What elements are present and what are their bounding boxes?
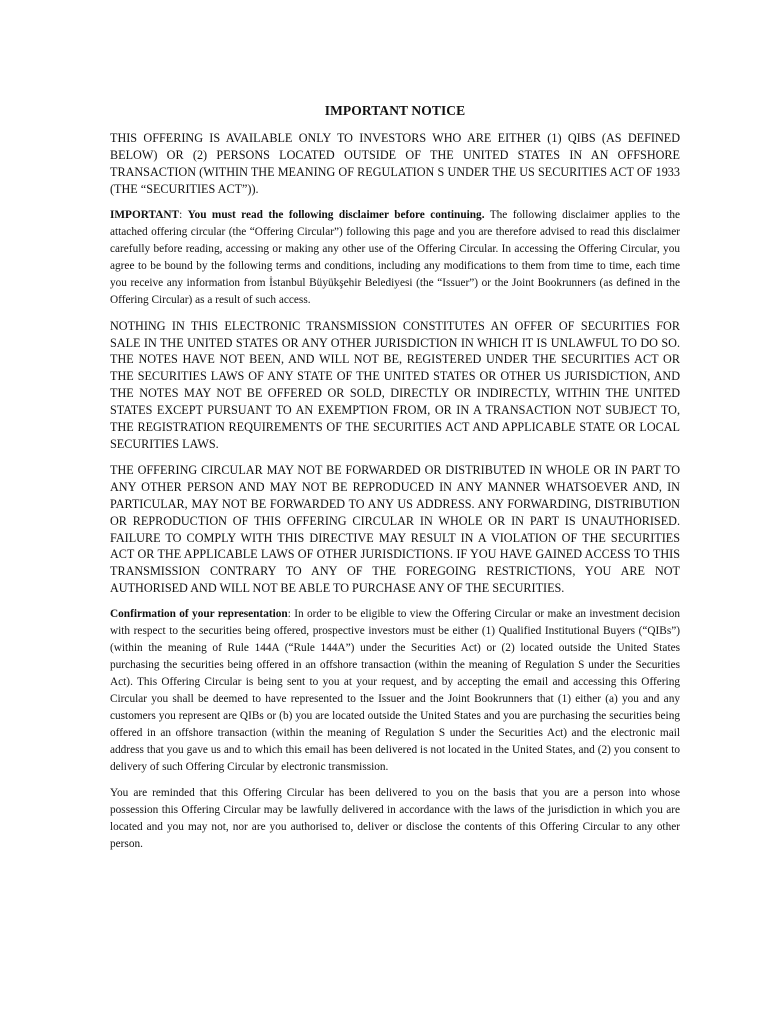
document-page (110, 102, 680, 862)
no-forwarding-paragraph: THE OFFERING CIRCULAR MAY NOT BE FORWARDED OR DISTRIBUTED IN WHOLE OR IN PART TO ANY OTHER PERSON AND MAY NOT BE REPRODUCED IN ANY MANNER WHATSOEVER AND, IN PARTICULAR, MAY NOT BE FORWARDED TO ANY US ADDRESS. ANY FORWARDING, DISTRIBUTION OR REPRODUCTION OF THIS OFFERING CIRCULAR IN WHOLE OR IN PART IS UNAUTHORISED. FAILURE TO COMPLY WITH THIS DIRECTIVE MAY RESULT IN A VIOLATION OF THE SECURITIES ACT OR THE APPLICABLE LAWS OF OTHER JURISDICTIONS. IF YOU HAVE GAINED ACCESS TO THIS TRANSMISSION CONTRARY TO ANY OF THE FOREGOING RESTRICTIONS, YOU ARE NOT AUTHORISED AND WILL NOT BE ABLE TO PURCHASE ANY OF THE SECURITIES. (110, 462, 680, 596)
important-separator: : (179, 208, 188, 221)
representation-paragraph (110, 606, 680, 776)
important-instruction: You must read the following disclaimer before continuing. (187, 208, 485, 221)
eligibility-paragraph: THIS OFFERING IS AVAILABLE ONLY TO INVESTORS WHO ARE EITHER (1) QIBS (AS DEFINED BELOW) OR (2) PERSONS LOCATED OUTSIDE OF THE UNITED STATES IN AN OFFSHORE TRANSACTION (WITHIN THE MEANING OF REGULATION S UNDER THE US SECURITIES ACT OF 1933 (THE “SECURITIES ACT”)). (110, 131, 680, 196)
page-title: IMPORTANT NOTICE (324, 103, 466, 118)
disclaimer-text: The following disclaimer applies to the attached offering circular (the “Offering Circular”) following this page and you are therefore advised to read this disclaimer carefully before reading, accessing or making any other use of the Offering Circular. In accessing the Offering Circular, you agree to be bound by the following terms and conditions, including any modifications to them from time to time, each time you receive any information from İstanbul Büyükşehir Belediyesi (the “Issuer”) or the Joint Bookrunners (as defined in the Offering Circular) as a result of such access. (110, 208, 681, 306)
important-lead: IMPORTANT (110, 208, 180, 221)
representation-text: : In order to be eligible to view the Offering Circular or make an investment decision with respect to the securities being offered, prospective investors must be either (1) Qualified Institutional Buyers (“QIBs”) (within the meaning of Rule 144A (“Rule 144A”) under the Securities Act) or (2) located outside the United States purchasing the securities being offered in an offshore transaction (within the meaning of Regulation S under the Securities Act). This Offering Circular is being sent to you at your request, and by accepting the email and accessing this Offering Circular you shall be deemed to have represented to the Issuer and the Joint Bookrunners that (1) either (a) you and any customers you represent are QIBs or (b) you are located outside the United States and you are purchasing the securities being offered in an offshore transaction (within the meaning of Regulation S under the Securities Act) and the electronic mail address that you gave us and to which this email has been delivered is not located in the United States, and (2) you consent to delivery of such Offering Circular by electronic transmission. (110, 608, 680, 774)
no-offer-paragraph: NOTHING IN THIS ELECTRONIC TRANSMISSION CONSTITUTES AN OFFER OF SECURITIES FOR SALE IN THE UNITED STATES OR ANY OTHER JURISDICTION IN WHICH IT IS UNLAWFUL TO DO SO. THE NOTES HAVE NOT BEEN, AND WILL NOT BE, REGISTERED UNDER THE SECURITIES ACT OR THE SECURITIES LAWS OF ANY STATE OF THE UNITED STATES OR OTHER US JURISDICTION, AND THE NOTES MAY NOT BE OFFERED OR SOLD, DIRECTLY OR INDIRECTLY, WITHIN THE UNITED STATES EXCEPT PURSUANT TO AN EXEMPTION FROM, OR IN A TRANSACTION NOT SUBJECT TO, THE REGISTRATION REQUIREMENTS OF THE SECURITIES ACT AND APPLICABLE STATE OR LOCAL SECURITIES LAWS. (110, 318, 680, 451)
disclaimer-paragraph (110, 207, 680, 309)
representation-lead: Confirmation of your representation (110, 608, 288, 621)
reminder-paragraph: You are reminded that this Offering Circular has been delivered to you on the basis that you are a person into whose possession this Offering Circular may be lawfully delivered in accordance with the laws of the jurisdiction in which you are located and you may not, nor are you authorised to, deliver or disclose the contents of this Offering Circular to any other person. (110, 787, 680, 851)
